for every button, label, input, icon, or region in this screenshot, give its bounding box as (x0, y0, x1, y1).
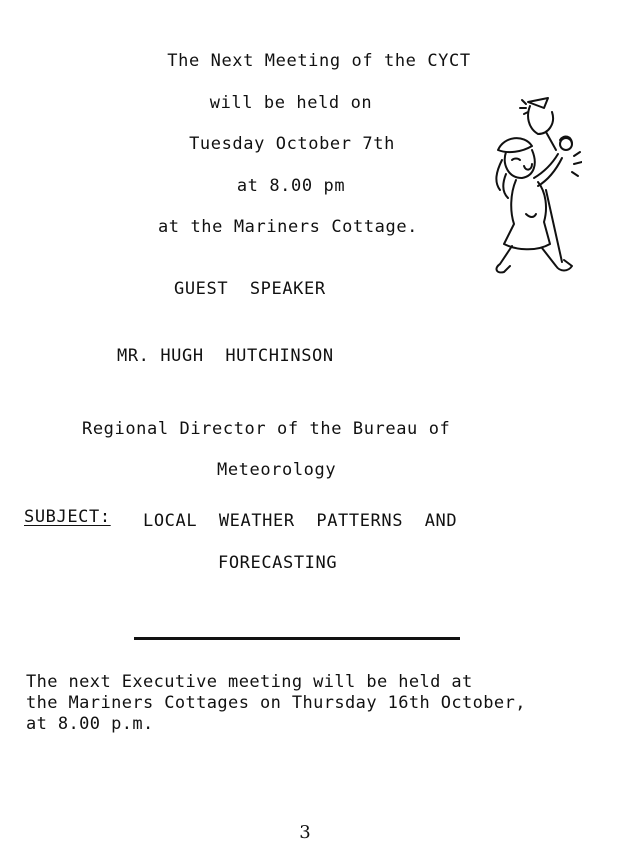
speaker-name: MR. HUGH HUTCHINSON (117, 346, 334, 366)
meeting-date: Tuesday October 7th (189, 134, 395, 154)
meeting-held-on: will be held on (209, 93, 373, 113)
executive-line-3: at 8.00 p.m. (26, 714, 154, 734)
meeting-time: at 8.00 pm (236, 176, 346, 196)
divider-rule (134, 637, 460, 640)
guest-speaker-heading: GUEST SPEAKER (174, 279, 326, 299)
meeting-title: The Next Meeting of the CYCT (167, 51, 471, 71)
executive-line-1: The next Executive meeting will be held at (26, 672, 473, 692)
executive-line-2: the Mariners Cottages on Thursday 16th October, (26, 693, 526, 713)
subject-text: LOCAL WEATHER PATTERNS AND (143, 511, 458, 531)
executive-meeting-notice (26, 672, 626, 735)
meeting-location: at the Mariners Cottage. (157, 217, 419, 237)
subject-text-continued: FORECASTING (218, 553, 338, 573)
speaker-role: Regional Director of the Bureau of (82, 419, 451, 439)
speaker-organisation: Meteorology (217, 460, 337, 480)
page-number: 3 (299, 822, 311, 843)
subject-label: SUBJECT: (24, 507, 111, 527)
town-crier-cartoon-icon (486, 94, 582, 282)
